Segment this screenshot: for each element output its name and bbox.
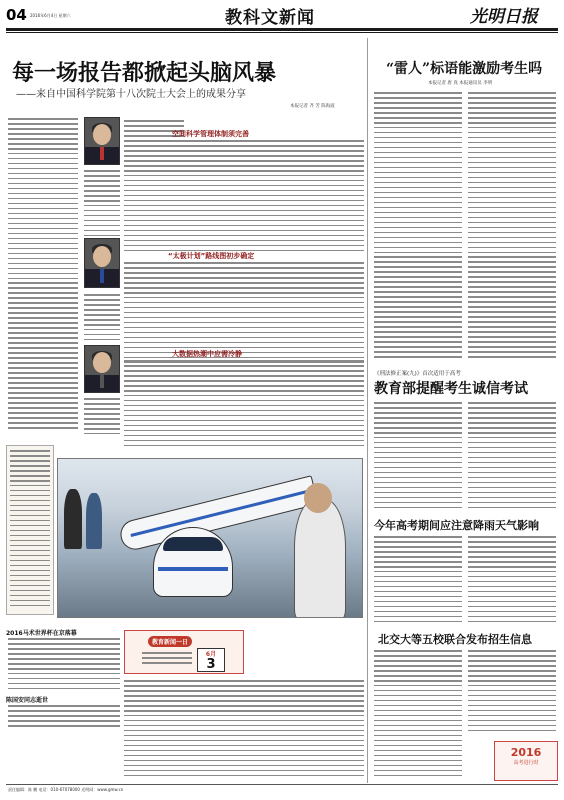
brief-headline-2: 陈国安同志逝世 [6, 697, 49, 704]
brief-headline-1: 2016马术世界杯在京落幕 [6, 630, 77, 637]
page-number: 04 [6, 6, 27, 24]
daily-news-text [124, 680, 364, 780]
right-article-text [468, 536, 556, 626]
right-article-text [374, 402, 462, 512]
right-article-text [374, 536, 462, 626]
right-headline-1: “雷人”标语能激励考生吗 [386, 61, 543, 77]
article-column-text [124, 262, 364, 367]
header-rule-thin [6, 32, 558, 33]
right-headline-4: 北交大等五校联合发布招生信息 [378, 633, 532, 646]
portrait-photo-2 [84, 238, 120, 288]
column-divider [367, 38, 368, 783]
footer-text: 责任编辑：陈 鹏 电话：010-67078000 光明网：www.gmw.cn [8, 787, 124, 792]
subhead-2: “太极计划”路线图初步确定 [168, 252, 255, 260]
gaokao-logo-tag: 高考进行时 [513, 760, 539, 766]
bystander-figure [86, 493, 102, 549]
main-subheadline: ——来自中国科学院第十八次院士大会上的成果分享 [16, 89, 246, 100]
calendar-caption [142, 652, 192, 667]
train-front-window [163, 537, 223, 551]
right-byline-1: 本报记者 唐 真 本报通讯员 李明 [428, 81, 493, 86]
main-headline: 每一场报告都掀起头脑风暴 [12, 60, 277, 86]
article-column-text [124, 140, 364, 255]
newspaper-logo: 光明日报 [470, 7, 538, 27]
header-rule [6, 28, 558, 31]
right-article-text [468, 402, 556, 512]
sidebar-text [10, 450, 50, 610]
right-headline-2: 教育部提醒考生诚信考试 [374, 381, 528, 397]
right-headline-3: 今年高考期间应注意降雨天气影响 [374, 519, 539, 532]
portrait-photo-3 [84, 345, 120, 393]
brief-text [8, 705, 120, 730]
article-column-text [8, 118, 78, 432]
daily-news-badge: 教育新闻一日 [148, 636, 192, 647]
bystander-figure [64, 489, 82, 549]
right-article-text [468, 650, 556, 735]
subhead-1: 空间科学管理体制须完善 [172, 130, 249, 138]
article-column-text [84, 170, 120, 240]
portrait-photo-1 [84, 117, 120, 165]
gaokao-logo [494, 741, 558, 781]
footer-rule [6, 784, 558, 785]
right-article-text [374, 650, 462, 780]
subhead-3: 大数据热潮中应需冷静 [172, 350, 242, 358]
article-column-text [84, 398, 120, 438]
calendar-day: 3 [206, 657, 216, 672]
right-article-text [374, 92, 462, 361]
right-article-text [468, 92, 556, 361]
train-front-stripe [158, 567, 228, 571]
section-title: 教科文新闻 [225, 8, 315, 28]
visitor-head [304, 483, 332, 513]
gaokao-logo-year: 2016 [510, 746, 542, 759]
calendar-month: 6月 [205, 651, 217, 658]
article-column-text [84, 294, 120, 344]
right-kicker-2: 《刑法修正案(九)》首次适用于高考 [374, 371, 461, 377]
brief-text [8, 638, 120, 693]
calendar-date [197, 648, 225, 672]
issue-date: 2016年6月4日 星期六 [30, 13, 71, 18]
main-byline: 本报记者 齐 芳 陈海波 [290, 104, 335, 109]
article-column-text [124, 360, 364, 450]
train-model-photo [57, 458, 363, 618]
visitor-figure [294, 499, 346, 618]
